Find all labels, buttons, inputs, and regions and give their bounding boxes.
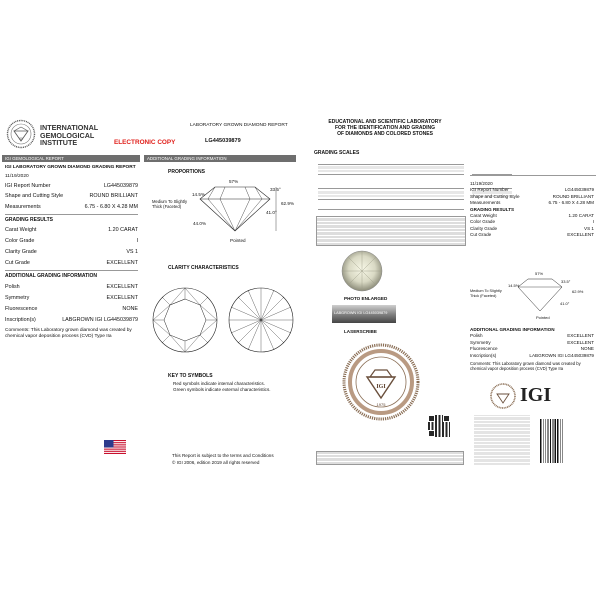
seal-year: 1975 <box>376 402 386 407</box>
row-label: Clarity Grade <box>470 225 498 231</box>
row-value: EXCELLENT <box>567 339 594 345</box>
row-value: I <box>136 238 138 245</box>
fine-print-block <box>316 216 466 246</box>
lab-header-line-2: FOR THE IDENTIFICATION AND GRADING <box>335 125 435 131</box>
row-value: LABGROWN IGI LG445039879 <box>529 352 594 358</box>
row-label: Symmetry <box>470 339 491 345</box>
mini-rows-additional <box>470 333 594 359</box>
rows-grading <box>5 227 138 267</box>
row-label: Cut Grade <box>470 232 492 238</box>
footer-line-1: This Report is subject to the terms and Conditions <box>172 453 274 458</box>
report-header: LABORATORY GROWN DIAMOND REPORT <box>190 123 288 128</box>
row-label: Inscription(s) <box>5 316 36 323</box>
laser-strip-text: LABGROWN IGI LG445039879 <box>334 311 388 315</box>
prop-girdle: Medium To Slightly Thick (Faceted) <box>152 199 188 210</box>
data-row <box>5 284 138 291</box>
institute-name <box>40 124 98 147</box>
prop-depth: 62.9% <box>281 201 295 206</box>
row-value: EXCELLENT <box>106 283 138 290</box>
data-row <box>5 238 138 245</box>
grading-results-heading: GRADING RESULTS <box>5 214 138 224</box>
row-label: Shape and Cutting Style <box>470 193 520 199</box>
report-date: 11/19/2020 <box>5 174 29 180</box>
prop-pavilion-angle: 41.0° <box>266 210 277 215</box>
row-label: Polish <box>470 333 483 339</box>
igi-logo-small-icon <box>490 383 516 409</box>
mini-rows-grading <box>470 213 594 239</box>
mini-comments: Comments: This Laboratory grown diamond was created by chemical vapor deposition process (CVD) Type IIa <box>470 361 581 372</box>
row-value: VS 1 <box>584 225 594 231</box>
report-number-header: LG445039879 <box>205 138 241 144</box>
row-value: EXCELLENT <box>567 333 594 339</box>
key-line-1: Red symbols indicate internal characteristics. <box>173 381 265 386</box>
report-title: IGI LABORATORY GROWN DIAMOND GRADING REPORT <box>5 165 136 170</box>
row-value: ROUND BRILLIANT <box>89 193 138 200</box>
row-label: Carat Weight <box>5 227 37 234</box>
additional-info-heading: ADDITIONAL GRADING INFORMATION <box>5 270 138 280</box>
row-label: Inscription(s) <box>470 352 497 358</box>
data-row <box>5 317 138 324</box>
row-value: ROUND BRILLIANT <box>552 193 594 199</box>
right-report <box>310 115 596 470</box>
mini-prop-girdle: Medium To Slightly Thick (Faceted) <box>470 289 502 298</box>
data-row <box>5 183 138 190</box>
proportions-title: PROPORTIONS <box>168 169 205 175</box>
row-value: LABGROWN IGI LG445039879 <box>62 316 138 323</box>
row-label: Clarity Grade <box>5 249 37 256</box>
institute-line-3: INSTITUTE <box>40 138 78 148</box>
row-label: IGI Report Number <box>470 187 509 193</box>
igi-logo-icon <box>6 119 36 149</box>
mini-rows-top <box>470 187 594 206</box>
right-gray-bar: ADDITIONAL GRADING INFORMATION <box>144 155 296 162</box>
data-row <box>5 227 138 234</box>
laser-inscription-image <box>332 305 396 323</box>
row-label: Cut Grade <box>5 260 30 267</box>
key-title: KEY TO SYMBOLS <box>168 373 213 379</box>
prop-crown: 14.5% <box>192 192 206 197</box>
prop-pavilion: 44.0% <box>193 221 207 226</box>
data-row <box>5 193 138 200</box>
left-report <box>0 115 300 470</box>
key-line-2: Green symbols indicate external characteristics. <box>173 387 271 392</box>
row-label: Measurements <box>5 203 41 210</box>
mini-additional <box>470 327 594 371</box>
seal-text: IGI <box>376 384 386 390</box>
row-label: Color Grade <box>5 238 35 245</box>
igi-logo-text: IGI <box>520 384 552 406</box>
institute-line-1: INTERNATIONAL <box>40 123 99 132</box>
row-value: 6.75 - 6.80 X 4.28 MM <box>548 200 594 206</box>
clarity-title: CLARITY CHARACTERISTICS <box>168 265 239 271</box>
row-value: NONE <box>580 346 594 352</box>
data-row <box>5 260 138 267</box>
prop-culet: Pointed <box>230 238 246 243</box>
comments: Comments: This Laboratory grown diamond was created by chemical vapor deposition process (CVD) Type IIa <box>5 327 132 339</box>
laserscribe-label: LASERSCRIBE <box>344 329 377 334</box>
mini-prop-table: 57% <box>535 271 544 276</box>
prop-crown-angle: 33.5° <box>270 187 281 192</box>
row-label: Symmetry <box>5 294 30 301</box>
mini-prop-depth: 62.9% <box>572 289 584 294</box>
grading-scales-title: GRADING SCALES <box>314 150 360 156</box>
row-label: Shape and Cutting Style <box>5 193 64 200</box>
data-row <box>5 295 138 302</box>
us-flag-icon <box>104 440 126 454</box>
lab-header-line-3: OF DIAMONDS AND COLORED STONES <box>337 131 433 137</box>
data-row <box>5 249 138 256</box>
mini-prop-pavilion-angle: 41.0° <box>560 301 570 306</box>
data-row <box>5 306 138 313</box>
report-data-column <box>5 165 138 340</box>
rows-additional <box>5 284 138 324</box>
mini-report <box>470 181 594 239</box>
institute-line-2: GEMOLOGICAL <box>40 130 95 140</box>
row-value: EXCELLENT <box>106 294 138 301</box>
row-value: I <box>592 219 594 225</box>
data-row <box>470 232 594 238</box>
row-value: 1.20 CARAT <box>568 213 594 219</box>
lab-header <box>310 119 460 137</box>
diamond-photo <box>340 249 384 293</box>
row-value: NONE <box>122 305 138 312</box>
data-row <box>470 353 594 359</box>
mini-prop-culet: Pointed <box>536 315 550 320</box>
mini-grading-heading: GRADING RESULTS <box>470 206 515 212</box>
igi-seal-icon <box>342 343 420 421</box>
side-text-strip <box>474 415 530 465</box>
clarity-diagram-crown <box>150 285 220 355</box>
row-label: Measurements <box>470 200 501 206</box>
bottom-fine-print <box>316 451 464 465</box>
qr-code <box>428 415 450 437</box>
rows-top <box>5 183 138 210</box>
row-label: Fluorescence <box>470 346 498 352</box>
lab-header-line-1: EDUCATIONAL AND SCIENTIFIC LABORATORY <box>328 119 442 125</box>
row-value: 6.75 - 6.80 X 4.28 MM <box>84 203 138 210</box>
row-value: LG445039879 <box>103 183 138 190</box>
grading-scale-table <box>318 161 464 211</box>
photo-caption: PHOTO ENLARGED <box>344 296 388 301</box>
row-value: VS 1 <box>126 249 138 256</box>
row-value: LG445039879 <box>564 187 594 193</box>
row-label: IGI Report Number <box>5 183 51 190</box>
row-value: EXCELLENT <box>106 260 138 267</box>
mini-additional-heading: ADDITIONAL GRADING INFORMATION <box>470 327 555 332</box>
footer-line-2: © IGI 2006, edition 2019 all rights reserved <box>172 460 260 465</box>
left-gray-bar: IGI GEMOLOGICAL REPORT <box>2 155 140 162</box>
mini-prop-crown: 14.5% <box>508 283 520 288</box>
mini-date: 11/19/2020 <box>470 181 493 186</box>
row-value: 1.20 CARAT <box>108 227 138 234</box>
row-label: Fluorescence <box>5 305 38 312</box>
row-label: Polish <box>5 283 20 290</box>
clarity-diagram-pavilion <box>226 285 296 355</box>
prop-table: 57% <box>229 179 239 184</box>
data-row <box>5 204 138 211</box>
logo-initials: IGI <box>18 136 24 141</box>
row-label: Color Grade <box>470 219 496 225</box>
row-value: EXCELLENT <box>567 232 594 238</box>
row-label: Carat Weight <box>470 213 497 219</box>
electronic-copy-label: ELECTRONIC COPY <box>114 139 176 146</box>
barcode <box>540 419 564 463</box>
mini-prop-crown-angle: 33.5° <box>561 279 571 284</box>
